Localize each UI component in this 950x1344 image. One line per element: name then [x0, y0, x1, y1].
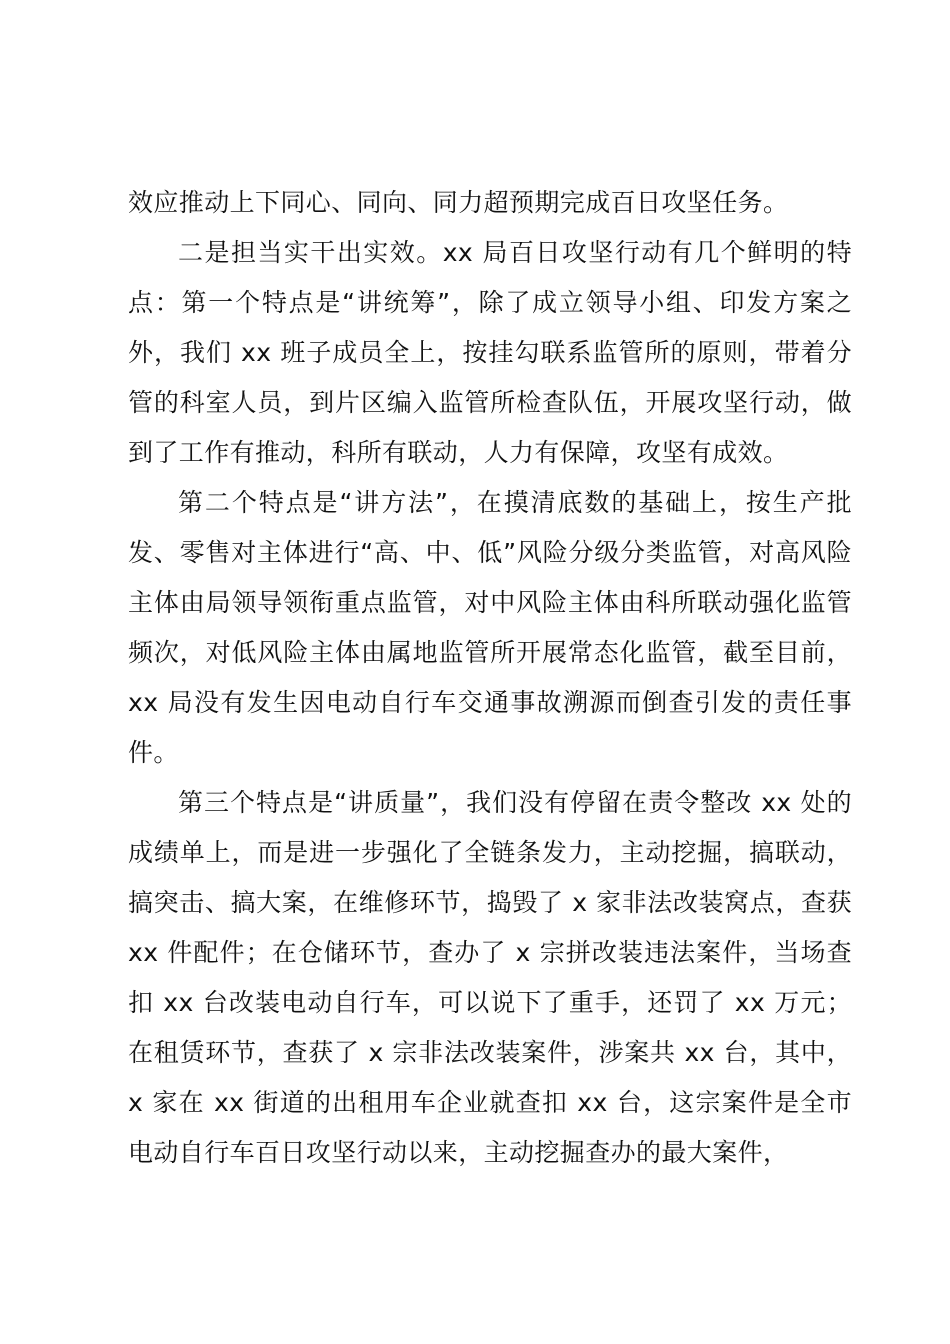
paragraph-third-feature: 第三个特点是“讲质量”，我们没有停留在责令整改 xx 处的成绩单上，而是进一步强化了全链条发力，主动挖掘，搞联动，搞突击、搞大案，在维修环节，捣毁了 x 家非法改装窝点，查获 xx 件配件；在仓储环节，查办了 x 宗拼改装违法案件，当场查扣 xx 台改装电动自行车，可以说下了重手，还罚了 xx 万元；在租赁环节，查获了 x 宗非法改装案件，涉案共 xx 台，其中，x 家在 xx 街道的出租用车企业就查扣 xx 台，这宗案件是全市电动自行车百日攻坚行动以来，主动挖掘查办的最大案件，	[128, 788, 852, 1167]
paragraph-second-feature: 第二个特点是“讲方法”，在摸清底数的基础上，按生产批发、零售对主体进行“高、中、低”风险分级分类监管，对高风险主体由局领导领衔重点监管，对中风险主体由科所联动强化监管频次，对低风险主体由属地监管所开展常态化监管，截至目前，xx 局没有发生因电动自行车交通事故溯源而倒查引发的责任事件。	[128, 488, 852, 767]
paragraph-second-point: 二是担当实干出实效。xx 局百日攻坚行动有几个鲜明的特点：第一个特点是“讲统筹”，除了成立领导小组、印发方案之外，我们 xx 班子成员全上，按挂勾联系监管所的原则，带着分管的科室人员，到片区编入监管所检查队伍，开展攻坚行动，做到了工作有推动，科所有联动，人力有保障，攻坚有成效。	[128, 238, 852, 467]
paragraph-continuation: 效应推动上下同心、同向、同力超预期完成百日攻坚任务。	[128, 188, 789, 217]
document-body	[128, 178, 852, 1178]
